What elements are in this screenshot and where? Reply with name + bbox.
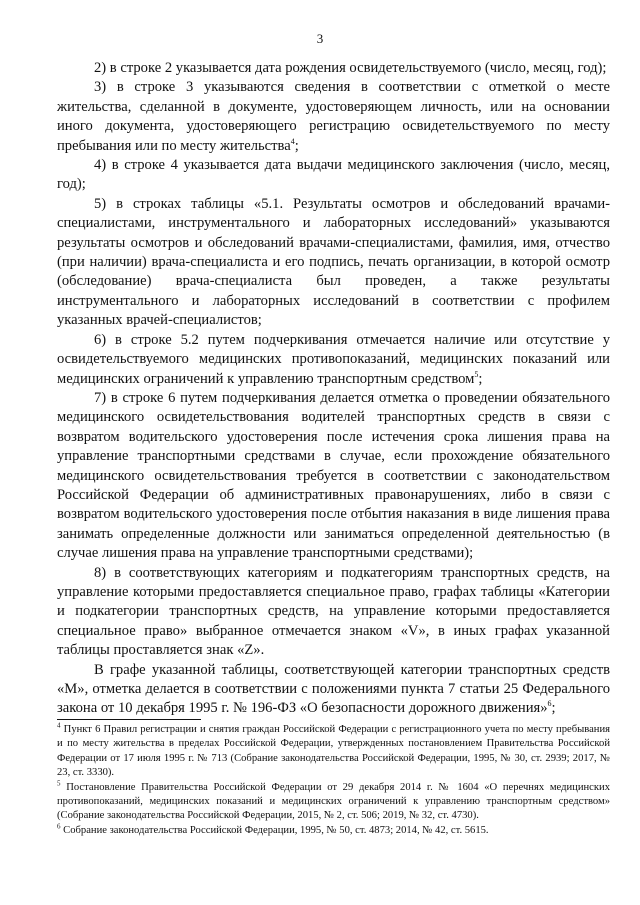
- paragraph-7: [57, 389, 610, 564]
- paragraph-text: 5) в строках таблицы «5.1. Результаты осмотров и обследований врачами-специалистами, инструментального и лабораторных исследований» указываются результаты осмотров и обследований врачами-специалистами, фамилия, имя, отчество (при наличии) врача-специалиста и его подпись, печать организации, в которой осмотр (обследование) врача-специалиста был проведен, а также результаты инструментального и лабораторных исследований в соответствии с профилем указанных врачей-специалистов;: [57, 195, 610, 329]
- paragraph-tail: ;: [478, 370, 483, 387]
- footnote-mark: 4: [57, 721, 61, 730]
- paragraph-8: [57, 564, 610, 661]
- paragraph-text: 7) в строке 6 путем подчеркивания делается отметка о проведении обязательного медицинского освидетельствования водителей транспортных средств в связи с возвратом водительского удостоверения после истечения срока лишения права на управление транспортными средствами в случае, если прохождение обязательного медицинского освидетельствования требуется в соответствии с законодательством Российской Федерации об административных правонарушениях, либо в связи с возвратом водительского удостоверения после отбытия наказания в виде лишения права занимать определенные должности или заниматься определенной деятельностью (в случае лишения права на управление транспортными средствами);: [57, 389, 610, 562]
- paragraph-category-m: [57, 661, 610, 719]
- footnote-6: [57, 824, 610, 838]
- paragraph-tail: ;: [551, 700, 556, 717]
- footnote-reference: 6: [547, 699, 552, 709]
- paragraph-text: 6) в строке 5.2 путем подчеркивания отмечается наличие или отсутствие у освидетельствуемого медицинских противопоказаний, медицинских показаний или медицинских ограничений к управлению транспортным средством: [57, 331, 610, 387]
- paragraph-6: [57, 331, 610, 389]
- paragraph-4: [57, 156, 610, 195]
- paragraph-text: 3) в строке 3 указываются сведения в соответствии с отметкой о месте жительства, сделанной в документе, удостоверяющем личность, или на основании иного документа, удостоверяющего регистрацию освидетельствуемого по месту пребывания или по месту жительства: [57, 79, 610, 154]
- page-number: 3: [316, 31, 324, 46]
- paragraph-3: [57, 78, 610, 156]
- document-body: [57, 59, 610, 719]
- paragraph-5: [57, 195, 610, 331]
- footnote-5: [57, 781, 610, 824]
- footnote-text: Постановление Правительства Российской Федерации от 29 декабря 2014 г. № 1604 «О перечнях медицинских противопоказаний, медицинских показаний и медицинских ограничений к управлению транспортным средством» (Собрание законодательства Российской Федерации, 2015, № 2, ст. 506; 2019, № 32, ст. 4730).: [57, 781, 611, 822]
- paragraph-text: 8) в соответствующих категориям и подкатегориям транспортных средств, на управление которыми предоставляется специальное право, графах таблицы «Категории и подкатегории транспортных средств, на управление которыми предоставляется специальное право» выбранное отмечается знаком «V», в иных графах указанной таблицы проставляется знак «Z».: [57, 564, 610, 659]
- paragraph-tail: ;: [294, 137, 299, 154]
- footnote-reference: 4: [290, 136, 295, 146]
- paragraph-text: В графе указанной таблицы, соответствующей категории транспортных средств «М», отметка делается в соответствии с положениями пункта 7 статьи 25 Федерального закона от 10 декабря 1995 г. № 196-ФЗ «О безопасности дорожного движения»: [57, 661, 610, 717]
- paragraph-2: [57, 59, 610, 78]
- footnote-mark: 6: [57, 822, 61, 831]
- paragraph-text: 2) в строке 2 указывается дата рождения освидетельствуемого (число, месяц, год);: [94, 60, 607, 76]
- footnote-separator: [57, 719, 201, 720]
- paragraph-text: 4) в строке 4 указывается дата выдачи медицинского заключения (число, месяц, год);: [57, 157, 610, 193]
- footnotes: [57, 723, 610, 838]
- footnote-text: Собрание законодательства Российской Федерации, 1995, № 50, ст. 4873; 2014, № 42, ст. 5615.: [63, 824, 489, 836]
- footnote-4: [57, 723, 610, 781]
- footnote-reference: 5: [474, 369, 479, 379]
- footnote-mark: 5: [57, 779, 61, 788]
- footnote-text: Пункт 6 Правил регистрации и снятия граждан Российской Федерации с регистрационного учета по месту пребывания и по месту жительства в пределах Российской Федерации, утвержденных постановлением Правительства Российской Федерации от 17 июля 1995 г. № 713 (Собрание законодательства Российской Федерации, 1995, № 30, ст. 2939; 2017, № 23, ст. 3330).: [57, 724, 611, 779]
